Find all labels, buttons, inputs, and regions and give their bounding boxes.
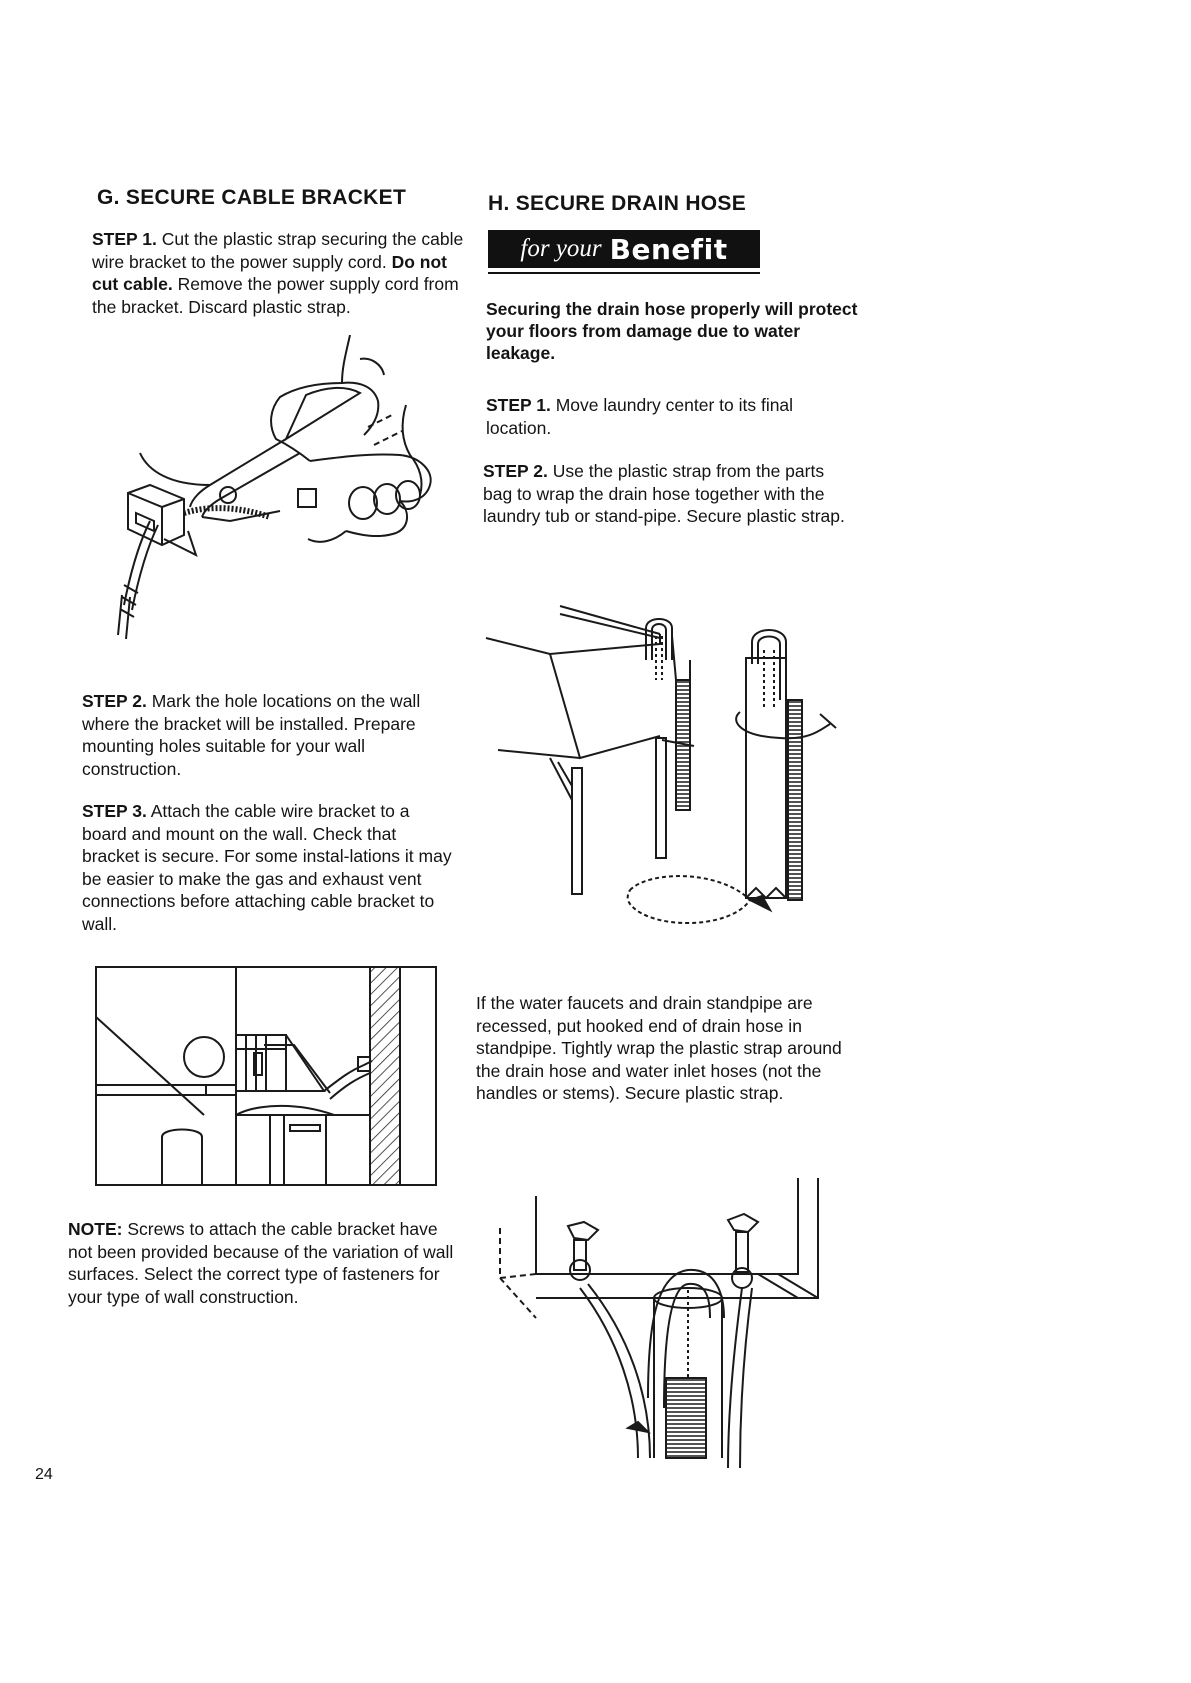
left-step3-paragraph <box>82 800 454 935</box>
banner-script-text: for your <box>520 235 602 262</box>
right-step2-paragraph <box>483 460 853 528</box>
left-step2-text: Mark the hole locations on the wall where the bracket will be installed. Prepare mounting holes suitable for your wall construction. <box>82 691 421 779</box>
right-step1-text: Move laundry center to its final location. <box>486 395 794 438</box>
benefit-paragraph: Securing the drain hose properly will protect your floors from damage due to water leakage. <box>486 299 858 363</box>
right-step2-text: Use the plastic strap from the parts bag to wrap the drain hose together with the laundry tub or stand-pipe. Secure plastic strap. <box>483 461 845 526</box>
left-step1-label: STEP 1. <box>92 229 157 249</box>
right-step1-paragraph <box>486 394 846 439</box>
left-step1-paragraph <box>92 228 464 318</box>
section-h-heading: H. SECURE DRAIN HOSE <box>488 192 747 215</box>
left-step3-label: STEP 3. <box>82 801 147 821</box>
right-step1-label: STEP 1. <box>486 395 551 415</box>
page-number: 24 <box>35 1466 53 1483</box>
note-label: NOTE: <box>68 1219 123 1239</box>
figure-cutting-strap <box>110 335 450 665</box>
recessed-paragraph: If the water faucets and drain standpipe are recessed, put hooked end of drain hose in standpipe. Tightly wrap the plastic strap around the drain hose and water inlet hoses (not the handles or stems). Secure plastic strap. <box>476 993 842 1103</box>
figure-tub-and-standpipe <box>480 600 880 950</box>
left-step1-warning: Do not cut cable. <box>92 251 447 294</box>
left-step1-text-a: Cut the plastic strap securing the cable wire bracket to the power supply cord. <box>92 229 464 272</box>
banner-benefit-text: Benefit <box>609 232 728 266</box>
note-text: Screws to attach the cable bracket have not been provided because of the variation of wall surfaces. Select the correct type of fasteners for your type of wall construction. <box>68 1219 454 1307</box>
figure-bracket-mounted <box>94 965 438 1187</box>
left-step3-text: Attach the cable wire bracket to a board and mount on the wall. Check that bracket is secure. For some instal-lations it may be easier to make the gas and exhaust vent connections before attaching cable bracket to wall. <box>82 801 452 934</box>
for-your-benefit-banner <box>488 230 760 268</box>
note-paragraph <box>68 1218 456 1308</box>
figure-recessed-faucets <box>488 1178 838 1468</box>
left-step1-text-b: Remove the power supply cord from the bracket. Discard plastic strap. <box>92 274 459 317</box>
section-g-heading: G. SECURE CABLE BRACKET <box>97 186 407 209</box>
left-step2-label: STEP 2. <box>82 691 147 711</box>
banner-underline <box>488 272 760 274</box>
left-step2-paragraph <box>82 690 460 780</box>
right-step2-label: STEP 2. <box>483 461 548 481</box>
